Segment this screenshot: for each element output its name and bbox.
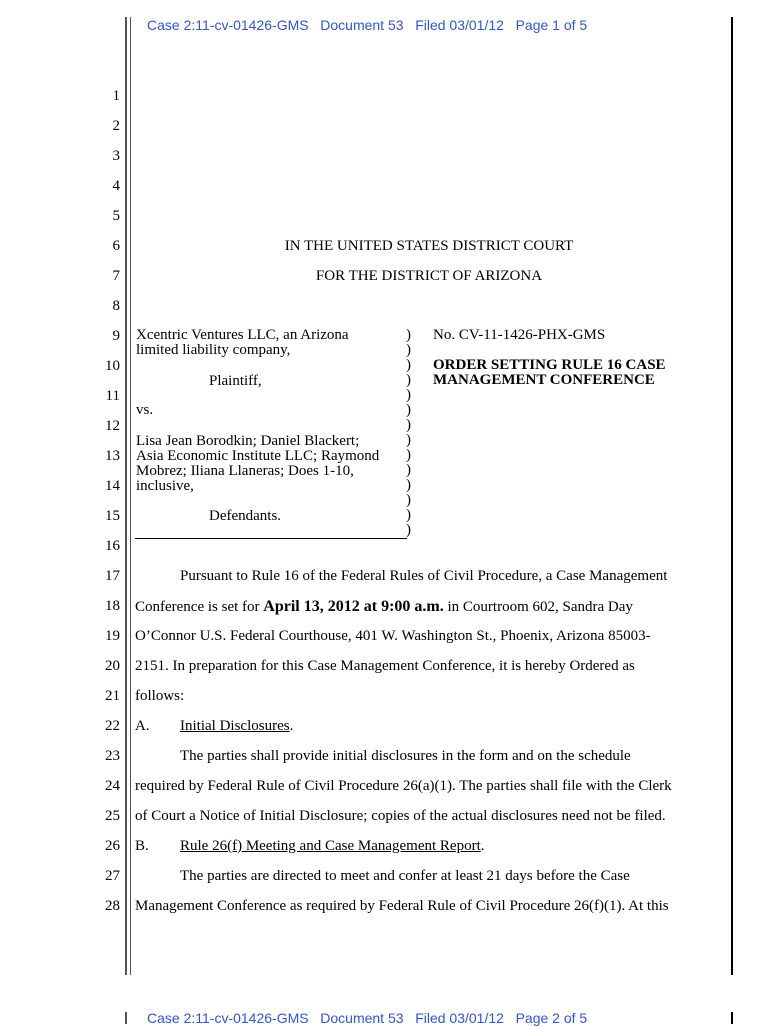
left-margin-rule-outer bbox=[125, 1012, 127, 1024]
section-title-period: . bbox=[480, 838, 485, 854]
right-margin-rule bbox=[731, 1012, 733, 1024]
caption-paren: ) bbox=[406, 417, 411, 433]
body-line: Pursuant to Rule 16 of the Federal Rules of Civil Procedure, a Case Management bbox=[180, 568, 668, 584]
line-number: 10 bbox=[105, 358, 120, 374]
line-number: 14 bbox=[105, 478, 120, 494]
section-label: B. bbox=[135, 838, 149, 854]
line-number: 3 bbox=[112, 148, 120, 164]
page-header: Case 2:11-cv-01426-GMS Document 53 Filed 03/01/12 Page 1 of 5 bbox=[147, 17, 588, 33]
line-number: 13 bbox=[105, 448, 120, 464]
left-margin-rule-inner bbox=[130, 17, 131, 975]
line-number: 19 bbox=[105, 628, 120, 644]
caption-paren: ) bbox=[406, 462, 411, 478]
line-number: 27 bbox=[105, 868, 120, 884]
body-line: The parties shall provide initial disclosures in the form and on the schedule bbox=[180, 748, 631, 764]
caption-paren: ) bbox=[406, 372, 411, 388]
caption-paren: ) bbox=[406, 357, 411, 373]
caption-paren: ) bbox=[406, 432, 411, 448]
caption-paren: ) bbox=[406, 402, 411, 418]
line-number: 11 bbox=[105, 388, 120, 404]
section-heading bbox=[180, 838, 485, 855]
caption-paren: ) bbox=[406, 477, 411, 493]
line-number: 12 bbox=[105, 418, 120, 434]
line-number: 23 bbox=[105, 748, 120, 764]
body-line bbox=[135, 598, 633, 616]
line-number: 16 bbox=[105, 538, 120, 554]
order-title-line: MANAGEMENT CONFERENCE bbox=[433, 372, 655, 388]
caption-paren: ) bbox=[406, 327, 411, 343]
caption-paren: ) bbox=[406, 447, 411, 463]
line-number: 20 bbox=[105, 658, 120, 674]
court-name: IN THE UNITED STATES DISTRICT COURT bbox=[284, 238, 574, 254]
section-heading bbox=[180, 718, 293, 735]
line-number: 25 bbox=[105, 808, 120, 824]
line-number: 26 bbox=[105, 838, 120, 854]
plaintiff-label: Plaintiff, bbox=[209, 373, 262, 389]
line-number: 8 bbox=[112, 298, 120, 314]
plaintiff-name-line: limited liability company, bbox=[136, 342, 291, 358]
body-line: O’Connor U.S. Federal Courthouse, 401 W. Washington St., Phoenix, Arizona 85003- bbox=[135, 628, 651, 644]
section-label: A. bbox=[135, 718, 150, 734]
body-text: Conference is set for bbox=[135, 599, 264, 615]
court-district: FOR THE DISTRICT OF ARIZONA bbox=[315, 268, 543, 284]
order-title-line: ORDER SETTING RULE 16 CASE bbox=[433, 357, 666, 373]
case-number: No. CV-11-1426-PHX-GMS bbox=[433, 327, 606, 343]
body-line: Management Conference as required by Federal Rule of Civil Procedure 26(f)(1). At this bbox=[135, 898, 669, 914]
right-margin-rule bbox=[731, 17, 733, 975]
line-number: 24 bbox=[105, 778, 120, 794]
defendants-name-line: inclusive, bbox=[136, 478, 194, 494]
line-number: 4 bbox=[112, 178, 120, 194]
page-header: Case 2:11-cv-01426-GMS Document 53 Filed 03/01/12 Page 2 of 5 bbox=[147, 1010, 588, 1026]
line-number: 6 bbox=[112, 238, 120, 254]
hearing-date: April 13, 2012 at 9:00 a.m. bbox=[263, 598, 444, 615]
caption-paren: ) bbox=[406, 342, 411, 358]
caption-rule bbox=[135, 538, 407, 539]
line-number: 21 bbox=[105, 688, 120, 704]
caption-paren: ) bbox=[406, 387, 411, 403]
line-number: 18 bbox=[105, 598, 120, 614]
body-line: The parties are directed to meet and confer at least 21 days before the Case bbox=[180, 868, 630, 884]
line-number: 2 bbox=[112, 118, 120, 134]
body-line: 2151. In preparation for this Case Management Conference, it is hereby Ordered as bbox=[135, 658, 635, 674]
caption-paren: ) bbox=[406, 492, 411, 508]
caption-paren: ) bbox=[406, 522, 411, 538]
line-number: 28 bbox=[105, 898, 120, 914]
left-margin-rule-outer bbox=[125, 17, 127, 975]
line-number: 22 bbox=[105, 718, 120, 734]
line-number: 7 bbox=[112, 268, 120, 284]
section-title: Initial Disclosures bbox=[180, 718, 290, 734]
line-number: 15 bbox=[105, 508, 120, 524]
caption-paren: ) bbox=[406, 507, 411, 523]
defendants-name-line: Asia Economic Institute LLC; Raymond bbox=[136, 448, 380, 464]
section-title-period: . bbox=[289, 718, 294, 734]
versus-label: vs. bbox=[136, 402, 154, 418]
line-number: 9 bbox=[112, 328, 120, 344]
line-number: 17 bbox=[105, 568, 120, 584]
line-number: 5 bbox=[112, 208, 120, 224]
body-line: of Court a Notice of Initial Disclosure; copies of the actual disclosures need not be filed. bbox=[135, 808, 666, 824]
defendants-name-line: Mobrez; Iliana Llaneras; Does 1-10, bbox=[136, 463, 354, 479]
body-line: required by Federal Rule of Civil Procedure 26(a)(1). The parties shall file with the Clerk bbox=[135, 778, 672, 794]
line-number: 1 bbox=[112, 88, 120, 104]
defendants-name-line: Lisa Jean Borodkin; Daniel Blackert; bbox=[136, 433, 360, 449]
section-title: Rule 26(f) Meeting and Case Management Report bbox=[180, 838, 481, 854]
defendants-label: Defendants. bbox=[209, 508, 282, 524]
body-line: follows: bbox=[135, 688, 185, 704]
body-text: in Courtroom 602, Sandra Day bbox=[443, 599, 633, 615]
plaintiff-name-line: Xcentric Ventures LLC, an Arizona bbox=[136, 327, 349, 343]
